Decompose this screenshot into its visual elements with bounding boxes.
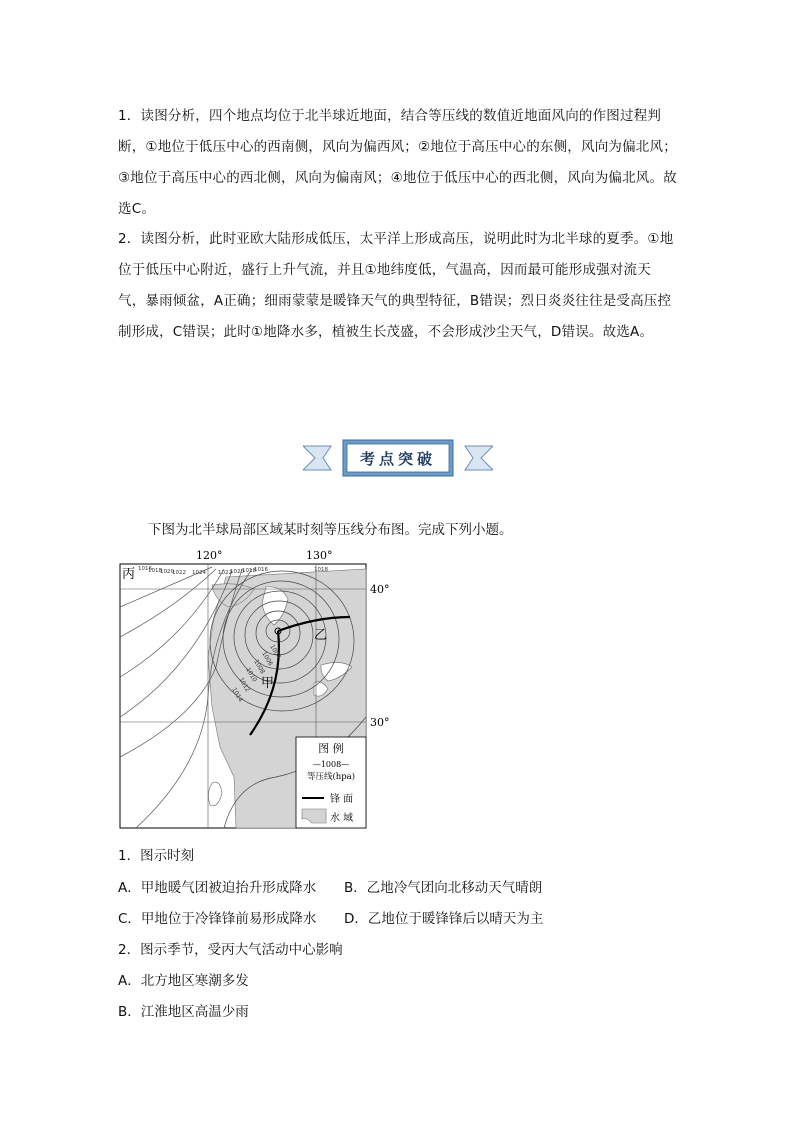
banner-label: 考点突破 bbox=[359, 450, 437, 468]
section-banner bbox=[303, 438, 493, 478]
svg-text:1016: 1016 bbox=[138, 566, 152, 572]
svg-text:1020: 1020 bbox=[160, 569, 174, 575]
q1-option-b: B．乙地冷气团向北移动天气晴朗 bbox=[344, 880, 543, 896]
svg-text:—1008—: —1008— bbox=[312, 760, 350, 769]
svg-text:1022: 1022 bbox=[172, 570, 186, 576]
svg-text:1016: 1016 bbox=[254, 567, 268, 573]
q2-option-b: B．江淮地区高温少雨 bbox=[118, 1004, 249, 1020]
svg-text:1018: 1018 bbox=[242, 568, 256, 574]
q1-option-a: A．甲地暖气团被迫抬升形成降水 bbox=[118, 880, 317, 896]
svg-text:1010: 1010 bbox=[244, 666, 258, 684]
svg-text:1018: 1018 bbox=[148, 568, 162, 574]
lat-label-40: 40° bbox=[370, 583, 390, 596]
svg-text:锋 面: 锋 面 bbox=[330, 794, 354, 805]
lon-label-120: 120° bbox=[196, 549, 223, 562]
place-yi: 乙 bbox=[314, 628, 328, 643]
svg-text:1018: 1018 bbox=[314, 567, 328, 573]
question-intro: 下图为北半球局部区域某时刻等压线分布图。完成下列小题。 bbox=[148, 522, 513, 538]
answer-paragraph-1: 1．读图分析，四个地点均位于北半球近地面，结合等压线的数值近地面风向的作图过程判断，①地位于低压中心的西南侧，风向为偏西风；②地位于高压中心的东侧，风向为偏北风；③地位于高压中心的西北侧，风向为偏南风；④地位于低压中心的西北侧，风向为偏北风。故选C。 bbox=[118, 108, 677, 217]
q1-stem: 1．图示时刻 bbox=[118, 848, 195, 864]
answer-paragraph-2: 2．读图分析，此时亚欧大陆形成低压，太平洋上形成高压，说明此时为北半球的夏季。①地位于低压中心附近，盛行上升气流，并且①地纬度低，气温高，因而最可能形成强对流天气，暴雨倾盆，A正确；细雨蒙蒙是暖锋天气的典型特征，B错误；烈日炎炎往往是受高压控制形成，C错误；此时①地降水多，植被生长茂盛，不会形成沙尘天气，D错误。故选A。 bbox=[118, 231, 674, 340]
map-legend bbox=[296, 737, 366, 828]
svg-text:1024: 1024 bbox=[192, 570, 206, 576]
place-jia: 甲 bbox=[261, 676, 275, 691]
q1-option-c: C．甲地位于冷锋锋前易形成降水 bbox=[118, 911, 317, 927]
isobar-map bbox=[116, 547, 394, 831]
place-bing: 丙 bbox=[122, 567, 136, 582]
svg-text:图 例: 图 例 bbox=[318, 742, 344, 755]
svg-text:1014: 1014 bbox=[230, 686, 244, 704]
svg-text:1008: 1008 bbox=[252, 658, 266, 676]
svg-text:水 域: 水 域 bbox=[330, 813, 354, 824]
svg-text:1004: 1004 bbox=[268, 643, 282, 661]
lon-label-130: 130° bbox=[306, 549, 333, 562]
svg-text:等压线(hpa): 等压线(hpa) bbox=[306, 772, 356, 782]
svg-text:1020: 1020 bbox=[230, 569, 244, 575]
svg-text:1006: 1006 bbox=[260, 650, 274, 668]
lat-label-30: 30° bbox=[370, 716, 390, 729]
q2-option-a: A．北方地区寒潮多发 bbox=[118, 973, 249, 989]
q1-option-d: D．乙地位于暖锋锋后以晴天为主 bbox=[344, 911, 544, 927]
q2-stem: 2．图示季节，受丙大气活动中心影响 bbox=[118, 942, 343, 958]
svg-text:1022: 1022 bbox=[218, 570, 232, 576]
svg-text:1012: 1012 bbox=[237, 676, 251, 694]
